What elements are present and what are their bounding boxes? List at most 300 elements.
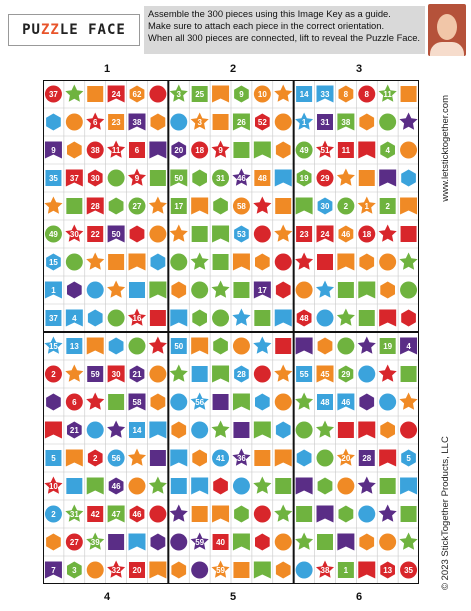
piece-number: 1 <box>301 118 307 127</box>
piece-shape <box>233 422 249 438</box>
piece-shape <box>338 422 354 438</box>
piece-shape <box>233 534 250 551</box>
puzzle-piece <box>233 142 249 158</box>
piece-number: 11 <box>383 90 392 99</box>
instructions-box <box>144 6 425 54</box>
piece-number: 48 <box>299 314 309 323</box>
piece-shape <box>358 337 376 354</box>
puzzle-piece <box>108 450 125 467</box>
piece-number: 46 <box>132 510 142 519</box>
piece-shape <box>67 142 82 159</box>
piece-shape <box>151 394 166 411</box>
piece-shape <box>276 142 291 159</box>
puzzle-piece <box>297 170 312 187</box>
piece-number: 32 <box>111 566 121 575</box>
piece-shape <box>151 114 166 131</box>
piece-number: 51 <box>320 146 330 155</box>
piece-number: 4 <box>406 342 411 351</box>
puzzle-piece <box>337 169 355 186</box>
puzzle-piece <box>233 254 250 271</box>
piece-number: 24 <box>111 90 121 99</box>
puzzle-piece <box>380 562 395 579</box>
piece-number: 17 <box>257 286 267 295</box>
piece-shape <box>212 421 230 438</box>
piece-shape <box>129 338 146 355</box>
piece-number: 7 <box>51 566 56 575</box>
puzzle-piece <box>46 534 61 551</box>
puzzle-piece <box>232 309 250 326</box>
puzzle-piece <box>66 478 82 494</box>
puzzle-piece <box>87 506 103 522</box>
puzzle-piece <box>317 366 334 383</box>
puzzle-piece <box>151 534 166 551</box>
puzzle-piece <box>359 394 374 411</box>
puzzle-piece <box>234 366 249 383</box>
puzzle-piece <box>254 86 271 103</box>
puzzle-piece <box>192 226 208 242</box>
piece-shape <box>401 310 416 327</box>
piece-shape <box>274 505 292 522</box>
puzzle-piece <box>213 534 229 550</box>
piece-shape <box>192 310 207 327</box>
piece-shape <box>191 282 208 299</box>
piece-shape <box>337 338 354 355</box>
piece-shape <box>275 170 292 187</box>
piece-shape <box>275 310 292 327</box>
website-text: www.letsticktogether.com <box>439 95 451 202</box>
piece-shape <box>212 226 229 243</box>
puzzle-piece <box>87 478 104 495</box>
piece-shape <box>149 366 166 383</box>
piece-number: 19 <box>299 174 309 183</box>
piece-number: 50 <box>174 342 184 351</box>
puzzle-piece <box>108 254 124 270</box>
puzzle-piece <box>46 254 61 271</box>
puzzle-piece <box>130 506 145 523</box>
puzzle-piece <box>87 226 103 242</box>
puzzle-piece <box>296 478 313 495</box>
puzzle-piece <box>233 198 250 215</box>
puzzle-piece <box>297 310 312 327</box>
piece-number: 27 <box>69 538 79 547</box>
puzzle-piece <box>170 534 187 551</box>
piece-number: 10 <box>48 482 58 491</box>
puzzle-piece <box>316 421 334 438</box>
puzzle-piece <box>45 506 62 523</box>
puzzle-piece <box>233 422 249 438</box>
puzzle-piece <box>191 282 208 299</box>
puzzle-piece <box>149 422 166 439</box>
piece-shape <box>170 450 187 467</box>
piece-number: 8 <box>343 90 349 99</box>
piece-shape <box>379 254 396 271</box>
puzzle-piece <box>380 282 395 299</box>
section-label-6: 6 <box>355 591 363 603</box>
puzzle-piece <box>275 310 292 327</box>
puzzle-piece <box>44 197 62 214</box>
piece-shape <box>107 421 125 438</box>
piece-shape <box>275 338 291 354</box>
puzzle-piece <box>317 534 333 550</box>
puzzle-piece <box>87 198 104 215</box>
puzzle-piece <box>400 562 417 579</box>
puzzle-piece <box>192 310 207 327</box>
section-label-1: 1 <box>103 63 111 75</box>
piece-number: 49 <box>48 230 58 239</box>
piece-number: 38 <box>320 566 330 575</box>
piece-shape <box>149 142 166 159</box>
piece-shape <box>212 366 229 383</box>
puzzle-piece <box>296 282 313 299</box>
puzzle-piece <box>275 450 292 467</box>
puzzle-piece <box>129 254 146 271</box>
piece-shape <box>128 449 146 466</box>
puzzle-piece <box>129 198 146 215</box>
puzzle-piece <box>358 477 376 494</box>
puzzle-piece <box>212 450 229 467</box>
piece-shape <box>400 142 417 159</box>
piece-shape <box>275 534 292 551</box>
puzzle-piece <box>379 450 396 467</box>
piece-shape <box>380 282 395 299</box>
puzzle-piece <box>232 169 250 186</box>
piece-shape <box>359 114 374 131</box>
piece-number: 19 <box>383 342 393 351</box>
puzzle-piece <box>338 142 354 158</box>
piece-shape <box>255 394 270 411</box>
puzzle-piece <box>87 338 104 355</box>
puzzle-piece <box>191 393 209 410</box>
puzzle-piece <box>359 254 374 271</box>
piece-shape <box>191 422 208 439</box>
piece-shape <box>170 505 188 522</box>
puzzle-piece <box>233 394 250 411</box>
piece-shape <box>151 534 166 551</box>
piece-shape <box>296 282 313 299</box>
puzzle-piece <box>379 310 396 327</box>
piece-number: 23 <box>111 118 121 127</box>
puzzle-piece <box>338 422 354 438</box>
piece-number: 46 <box>341 230 351 239</box>
puzzle-piece <box>254 310 270 326</box>
puzzle-piece <box>339 226 354 243</box>
piece-shape <box>212 506 229 523</box>
piece-shape <box>276 562 291 579</box>
puzzle-piece <box>170 394 187 411</box>
puzzle-piece <box>66 534 83 551</box>
puzzle-piece <box>400 422 417 439</box>
piece-shape <box>149 226 166 243</box>
piece-shape <box>233 142 249 158</box>
piece-number: 50 <box>174 174 184 183</box>
instruction-line: Assemble the 300 pieces using this Image Key as a guide. <box>148 8 391 19</box>
puzzle-piece <box>379 170 396 187</box>
puzzle-piece <box>213 394 229 410</box>
puzzle-piece <box>296 86 312 102</box>
piece-shape <box>254 422 271 439</box>
puzzle-piece <box>337 254 354 271</box>
puzzle-piece <box>337 309 355 326</box>
instruction-line: Make sure to attach each piece in the correct orientation. <box>148 20 385 31</box>
puzzle-piece <box>44 337 62 354</box>
puzzle-piece <box>296 226 312 242</box>
piece-shape <box>108 170 125 187</box>
puzzle-piece <box>234 506 249 523</box>
piece-shape <box>317 310 334 327</box>
puzzle-piece <box>358 226 375 243</box>
puzzle-piece <box>129 338 146 355</box>
piece-shape <box>149 337 167 354</box>
puzzle-piece <box>108 170 125 187</box>
puzzle-piece <box>316 141 334 158</box>
puzzle-piece <box>108 310 125 327</box>
piece-number: 38 <box>132 118 142 127</box>
puzzle-piece <box>337 198 354 215</box>
piece-number: 10 <box>257 90 267 99</box>
piece-shape <box>379 394 396 411</box>
puzzle-piece <box>400 478 417 495</box>
piece-number: 58 <box>132 398 142 407</box>
piece-number: 35 <box>48 174 58 183</box>
puzzle-piece <box>149 477 167 494</box>
puzzle-piece <box>318 478 333 495</box>
puzzle-piece <box>212 366 229 383</box>
piece-number: 31 <box>69 510 79 519</box>
piece-shape <box>109 338 124 355</box>
puzzle-piece <box>233 562 249 578</box>
puzzle-piece <box>213 198 228 215</box>
piece-number: 37 <box>48 314 58 323</box>
piece-shape <box>401 86 417 102</box>
puzzle-piece <box>232 449 250 466</box>
piece-shape <box>108 394 124 410</box>
piece-number: 14 <box>132 426 142 435</box>
puzzle-piece <box>380 198 396 214</box>
puzzle-piece <box>170 85 188 102</box>
piece-number: 46 <box>236 174 246 183</box>
puzzle-piece <box>67 282 82 299</box>
puzzle-piece <box>317 254 333 270</box>
puzzle-piece <box>66 198 82 214</box>
piece-shape <box>233 338 250 355</box>
puzzle-piece <box>400 282 417 299</box>
piece-number: 3 <box>72 566 77 575</box>
piece-shape <box>400 533 418 550</box>
puzzle-piece <box>276 562 291 579</box>
puzzle-piece <box>150 170 166 186</box>
piece-shape <box>296 562 313 579</box>
piece-shape <box>295 533 313 550</box>
piece-shape <box>87 282 104 299</box>
puzzle-piece <box>337 338 354 355</box>
puzzle-piece <box>297 450 312 467</box>
puzzle-piece <box>170 365 188 382</box>
puzzle-piece <box>379 114 396 131</box>
piece-shape <box>401 366 417 382</box>
piece-shape <box>45 422 62 439</box>
piece-shape <box>316 281 334 298</box>
piece-shape <box>212 86 229 103</box>
piece-number: 47 <box>111 510 121 519</box>
piece-number: 30 <box>320 202 330 211</box>
piece-shape <box>276 422 291 439</box>
piece-shape <box>170 394 187 411</box>
piece-number: 36 <box>236 454 246 463</box>
puzzle-piece <box>317 506 334 523</box>
piece-shape <box>337 534 354 551</box>
piece-number: 38 <box>341 118 351 127</box>
puzzle-piece <box>295 113 313 130</box>
piece-shape <box>171 478 187 494</box>
puzzle-piece <box>170 114 187 131</box>
piece-shape <box>232 309 250 326</box>
portrait-photo <box>428 4 466 56</box>
piece-shape <box>255 254 270 271</box>
puzzle-piece <box>108 86 125 103</box>
puzzle-piece <box>255 254 270 271</box>
puzzle-piece <box>212 141 230 158</box>
puzzle-piece <box>108 506 125 523</box>
puzzle-piece <box>317 394 333 410</box>
piece-number: 11 <box>341 146 351 155</box>
piece-shape <box>150 310 166 326</box>
puzzle-piece <box>317 114 333 130</box>
puzzle-piece <box>254 506 271 523</box>
piece-shape <box>379 505 397 522</box>
piece-shape <box>149 282 166 299</box>
piece-shape <box>109 198 124 215</box>
puzzle-piece <box>149 337 167 354</box>
puzzle-piece <box>253 337 271 354</box>
puzzle-piece <box>129 142 145 158</box>
piece-shape <box>192 170 207 187</box>
puzzle-piece <box>170 505 188 522</box>
piece-shape <box>380 478 396 494</box>
piece-number: 2 <box>51 370 56 379</box>
piece-shape <box>149 422 166 439</box>
puzzle-piece <box>318 198 333 215</box>
puzzle-piece <box>274 365 292 382</box>
puzzle-piece <box>67 422 82 439</box>
puzzle-piece <box>109 198 124 215</box>
piece-shape <box>212 281 230 298</box>
puzzle-piece <box>212 310 229 327</box>
piece-shape <box>129 282 145 298</box>
piece-shape <box>87 478 104 495</box>
piece-shape <box>400 282 417 299</box>
puzzle-piece <box>401 506 417 522</box>
piece-number: 9 <box>218 146 223 155</box>
puzzle-piece <box>87 366 103 382</box>
puzzle-piece <box>171 198 187 214</box>
puzzle-piece <box>276 422 291 439</box>
puzzle-piece <box>149 226 166 243</box>
puzzle-piece <box>108 534 124 550</box>
puzzle-piece <box>171 282 186 299</box>
puzzle-piece <box>86 533 104 550</box>
puzzle-piece <box>44 477 62 494</box>
piece-shape <box>108 254 124 270</box>
piece-shape <box>86 253 104 270</box>
puzzle-piece <box>170 450 187 467</box>
puzzle-piece <box>109 338 124 355</box>
puzzle-piece <box>107 141 125 158</box>
piece-shape <box>213 114 229 130</box>
puzzle-piece <box>233 338 250 355</box>
piece-number: 11 <box>111 146 121 155</box>
piece-number: 13 <box>383 566 393 575</box>
piece-number: 45 <box>320 370 330 379</box>
puzzle-piece <box>212 561 230 578</box>
piece-number: 18 <box>195 146 205 155</box>
puzzle-piece <box>254 170 270 186</box>
puzzle-piece <box>107 561 125 578</box>
piece-shape <box>254 310 270 326</box>
puzzle-piece <box>45 142 62 159</box>
piece-shape <box>46 114 61 131</box>
puzzle-piece <box>107 421 125 438</box>
piece-shape <box>149 86 166 103</box>
piece-number: 37 <box>48 90 58 99</box>
piece-shape <box>337 478 354 495</box>
copyright-text: © 2023 StickTogether Products, LLC <box>439 436 451 590</box>
puzzle-piece <box>45 450 61 466</box>
puzzle-piece <box>191 142 208 159</box>
piece-shape <box>359 254 374 271</box>
piece-number: 29 <box>341 370 351 379</box>
puzzle-piece <box>46 394 61 411</box>
puzzle-piece <box>295 253 313 270</box>
puzzle-piece <box>358 562 375 579</box>
piece-shape <box>233 562 249 578</box>
puzzle-piece <box>317 86 334 103</box>
puzzle-piece <box>234 86 249 103</box>
piece-shape <box>213 394 229 410</box>
puzzle-piece <box>401 366 417 382</box>
piece-shape <box>401 506 417 522</box>
piece-shape <box>295 393 313 410</box>
piece-shape <box>192 226 208 242</box>
puzzle-piece <box>358 142 375 159</box>
section-label-2: 2 <box>229 63 237 75</box>
puzzle-piece <box>275 170 292 187</box>
piece-shape <box>129 534 146 551</box>
puzzle-piece <box>379 225 397 242</box>
puzzle-piece <box>130 86 145 103</box>
piece-shape <box>151 254 166 271</box>
section-label-5: 5 <box>229 591 237 603</box>
puzzle-piece <box>171 422 186 439</box>
puzzle-piece <box>401 450 416 467</box>
piece-shape <box>400 198 417 215</box>
piece-shape <box>213 338 228 355</box>
piece-number: 14 <box>299 90 309 99</box>
piece-shape <box>317 506 334 523</box>
puzzle-piece <box>213 478 228 495</box>
piece-number: 48 <box>320 398 330 407</box>
piece-number: 31 <box>320 118 330 127</box>
puzzle-piece <box>275 254 292 271</box>
puzzle-piece <box>87 86 103 102</box>
puzzle-piece <box>212 421 230 438</box>
piece-number: 35 <box>404 566 414 575</box>
puzzle-piece <box>233 478 250 495</box>
puzzle-piece <box>212 86 229 103</box>
piece-number: 25 <box>195 90 205 99</box>
piece-shape <box>108 310 125 327</box>
puzzle-piece <box>86 393 104 410</box>
puzzle-piece <box>86 113 104 130</box>
